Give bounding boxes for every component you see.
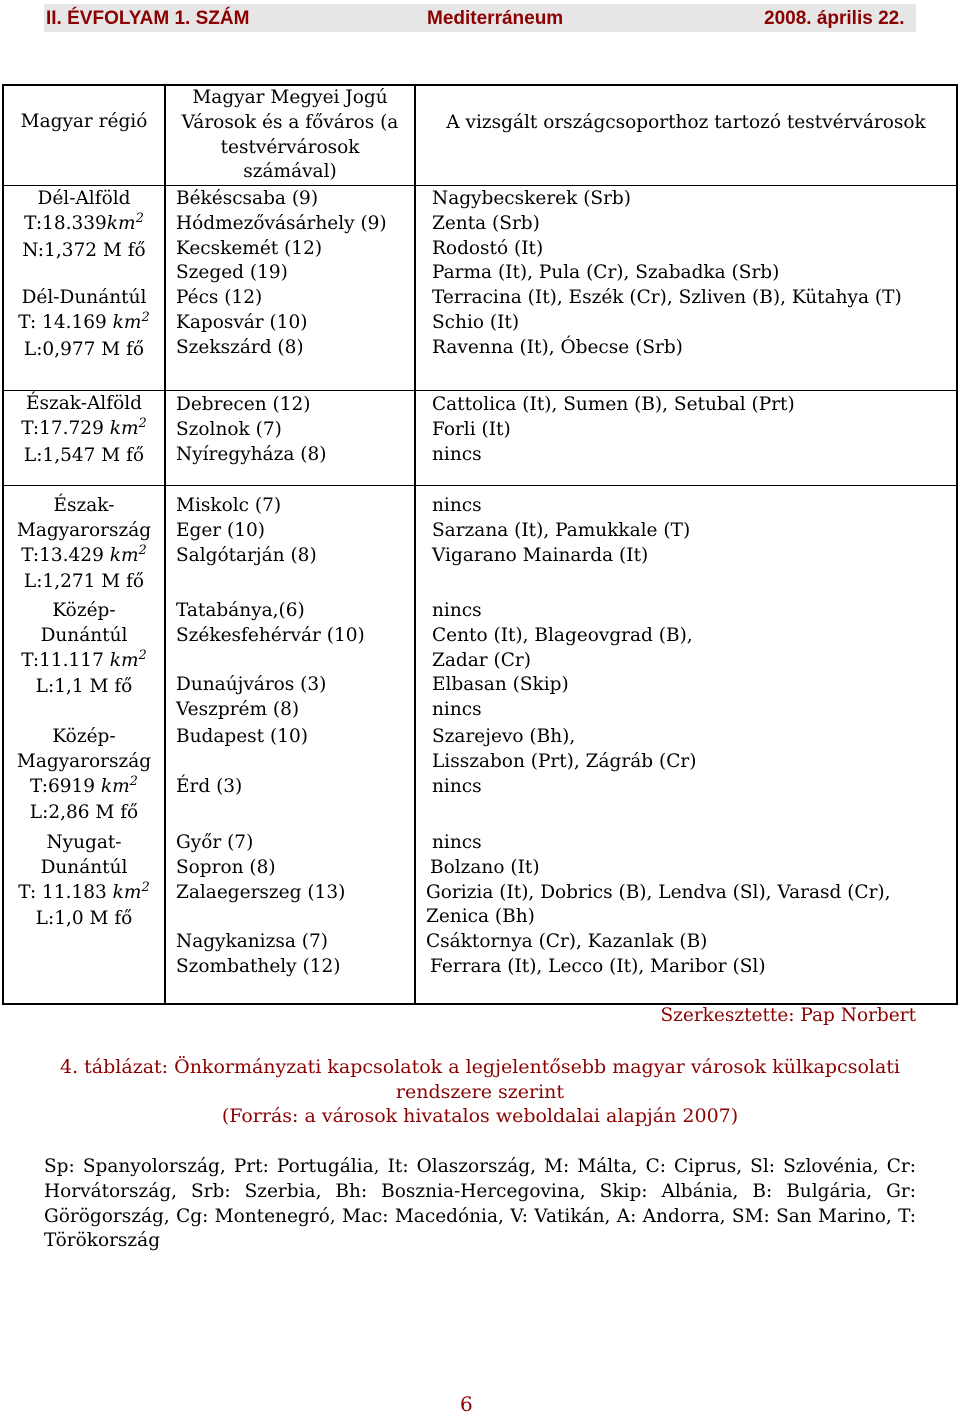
city-item: Nyíregyháza (8) xyxy=(176,443,327,465)
twin-item: nincs xyxy=(432,832,482,853)
city-item: Sopron (8) xyxy=(176,856,276,878)
region-name: Magyarország xyxy=(16,519,152,541)
cities-cell xyxy=(176,494,317,568)
city-item: Szolnok (7) xyxy=(176,418,282,440)
table-caption-line: rendszere szerint xyxy=(395,1081,565,1103)
city-item: Nagykanizsa (7) xyxy=(176,931,328,953)
city-item: Szeged (19) xyxy=(176,262,288,284)
twin-item: Forli (It) xyxy=(432,418,511,440)
column-divider-2 xyxy=(414,84,416,1005)
region-cell xyxy=(4,494,164,595)
twin-item: Ravenna (It), Óbecse (Srb) xyxy=(432,336,683,358)
twin-item: Gorizia (It), Dobrics (B), Lendva (Sl), Varasd (Cr), xyxy=(426,881,891,903)
region-cell xyxy=(4,599,164,700)
city-item: Szekszárd (8) xyxy=(176,336,304,358)
twin-item: nincs xyxy=(432,600,482,621)
col-header-cities-line: Városok és a főváros (a xyxy=(181,111,399,133)
city-item: Budapest (10) xyxy=(176,726,308,747)
twin-item: Nagybecskerek (Srb) xyxy=(432,188,631,209)
region-name: Magyarország xyxy=(16,750,152,772)
city-item: Eger (10) xyxy=(176,519,265,541)
twin-item: Zenta (Srb) xyxy=(432,212,540,234)
city-item: Székesfehérvár (10) xyxy=(176,624,365,646)
twin-item: Lisszabon (Prt), Zágráb (Cr) xyxy=(432,750,697,772)
twin-item: Zenica (Bh) xyxy=(426,906,535,928)
header-row-divider xyxy=(2,185,958,186)
city-item: Szombathely (12) xyxy=(176,955,341,977)
city-item: Hódmezővásárhely (9) xyxy=(176,212,387,234)
cities-cell xyxy=(176,286,308,360)
header-date: 2008. április 22. xyxy=(764,8,905,29)
twin-item: Terracina (It), Eszék (Cr), Szliven (B), Kütahya (T) xyxy=(432,287,902,308)
col-header-cities-line: testvérvárosok xyxy=(220,136,360,158)
twins-cell xyxy=(432,393,795,467)
region-cell xyxy=(4,187,164,263)
cities-cell xyxy=(176,187,387,286)
col-header-cities xyxy=(166,86,414,185)
region-cell xyxy=(4,831,164,932)
region-area: $T:18.339km^2$ xyxy=(24,210,144,234)
col-header-region: Magyar régió xyxy=(20,111,148,132)
abbreviation-legend: Sp: Spanyolország, Prt: Portugália, It: Olaszország, M: Málta, C: Ciprus, Sl: Szlovénia, Cr: Horvátország, Srb: Szerbia, Bh: Bosznia-Hercegovina, Skip: Albánia, B: Bulgária, Gr: Görögország, Cg: Montenegró, Mac: Macedónia, V: Vatikán, A: Andorra, SM: San Marino, T: Törökország xyxy=(44,1156,916,1252)
region-population: L:1,1 M fő xyxy=(35,676,133,698)
region-name: Közép- xyxy=(52,726,116,747)
twin-item: nincs xyxy=(432,495,482,516)
twins-cell xyxy=(432,599,693,723)
city-item: Miskolc (7) xyxy=(176,495,282,516)
row-divider-1 xyxy=(2,390,958,391)
twin-item: Csáktornya (Cr), Kazanlak (B) xyxy=(426,931,708,953)
twin-item: nincs xyxy=(432,443,482,465)
city-item: Debrecen (12) xyxy=(176,394,311,415)
region-cell xyxy=(4,392,164,468)
city-item: Békéscsaba (9) xyxy=(176,188,319,209)
region-cell xyxy=(4,725,164,826)
twin-item: Bolzano (It) xyxy=(430,856,540,878)
column-divider-1 xyxy=(164,84,166,1005)
twin-item: Szarejevo (Bh), xyxy=(432,726,576,747)
region-name: Dél-Dunántúl xyxy=(21,287,147,308)
region-population: L:1,271 M fő xyxy=(23,571,145,593)
twins-cell xyxy=(432,494,690,568)
region-area: T:6919 $km^2$ xyxy=(30,773,138,797)
table-border-top xyxy=(2,84,958,86)
table-border-right xyxy=(956,84,958,1005)
city-item xyxy=(176,905,345,930)
twin-item: nincs xyxy=(432,699,482,721)
city-item: Veszprém (8) xyxy=(176,699,300,721)
city-item: Pécs (12) xyxy=(176,287,263,308)
region-population: N:1,372 M fő xyxy=(22,239,146,261)
author-credit: Szerkesztette: Pap Norbert xyxy=(660,1005,916,1026)
running-header xyxy=(44,4,916,32)
cities-cell xyxy=(176,599,365,723)
cities-cell xyxy=(176,725,308,799)
city-item: Zalaegerszeg (13) xyxy=(176,881,346,903)
twin-item: Zadar (Cr) xyxy=(432,649,531,671)
region-population: L:0,977 M fő xyxy=(23,338,145,360)
twin-item: Elbasan (Skip) xyxy=(432,674,569,696)
region-area: T:13.429 $km^2$ xyxy=(21,542,147,566)
col-header-cities-line: Magyar Megyei Jogú xyxy=(192,87,388,108)
city-item: Érd (3) xyxy=(176,775,243,797)
cities-cell xyxy=(176,831,345,980)
table-caption-source: (Forrás: a városok hivatalos weboldalai alapján 2007) xyxy=(221,1105,739,1127)
table-caption-line: 4. táblázat: Önkormányzati kapcsolatok a legjelentősebb magyar városok külkapcsolati xyxy=(60,1056,900,1078)
twin-item: Vigarano Mainarda (It) xyxy=(432,544,649,566)
page-number: 6 xyxy=(460,1392,473,1416)
twins-cell xyxy=(432,725,696,799)
twin-item: Ferrara (It), Lecco (It), Maribor (Sl) xyxy=(430,955,766,977)
twin-item: Cattolica (It), Sumen (B), Setubal (Prt) xyxy=(432,394,795,415)
header-volume: II. ÉVFOLYAM 1. SZÁM xyxy=(46,8,250,29)
region-area: T:11.117 $km^2$ xyxy=(21,647,147,671)
region-name: Észak- xyxy=(53,495,115,516)
region-name: Észak-Alföld xyxy=(26,393,142,414)
region-name: Dél-Alföld xyxy=(37,188,131,209)
region-name: Nyugat- xyxy=(46,832,122,853)
twin-item: Parma (It), Pula (Cr), Szabadka (Srb) xyxy=(432,262,780,284)
col-header-cities-line: számával) xyxy=(243,161,337,183)
twin-item: Schio (It) xyxy=(432,311,520,333)
region-area: T: 11.183 $km^2$ xyxy=(18,879,150,903)
cities-cell xyxy=(176,393,326,467)
twins-cell xyxy=(432,286,902,360)
city-item: Dunaújváros (3) xyxy=(176,674,327,696)
city-item: Salgótarján (8) xyxy=(176,544,317,566)
twins-cell xyxy=(432,187,779,286)
header-topic: Mediterráneum xyxy=(427,8,564,29)
city-item xyxy=(176,750,308,775)
region-cell xyxy=(4,286,164,362)
city-item: Győr (7) xyxy=(176,832,254,853)
twins-cell xyxy=(426,831,891,980)
twin-item: Sarzana (It), Pamukkale (T) xyxy=(432,519,691,541)
region-name: Közép- xyxy=(52,600,116,621)
region-area: T:17.729 $km^2$ xyxy=(21,415,147,439)
region-population: L:1,547 M fő xyxy=(23,444,145,466)
region-name: Dunántúl xyxy=(40,624,128,646)
region-name: Dunántúl xyxy=(40,856,128,878)
city-item: Kecskemét (12) xyxy=(176,237,323,259)
twin-item: nincs xyxy=(432,775,482,797)
col-header-twins: A vizsgált országcsoporthoz tartozó testvérvárosok xyxy=(446,112,926,133)
region-population: L:2,86 M fő xyxy=(29,802,139,824)
row-divider-2 xyxy=(2,485,958,486)
city-item: Tatabánya,(6) xyxy=(176,600,305,621)
city-item: Kaposvár (10) xyxy=(176,311,308,333)
twin-item: Rodostó (It) xyxy=(432,237,544,259)
region-population: L:1,0 M fő xyxy=(35,908,133,930)
city-item xyxy=(176,649,365,674)
region-area: T: 14.169 $km^2$ xyxy=(18,309,150,333)
twin-item: Cento (It), Blageovgrad (B), xyxy=(432,624,693,646)
